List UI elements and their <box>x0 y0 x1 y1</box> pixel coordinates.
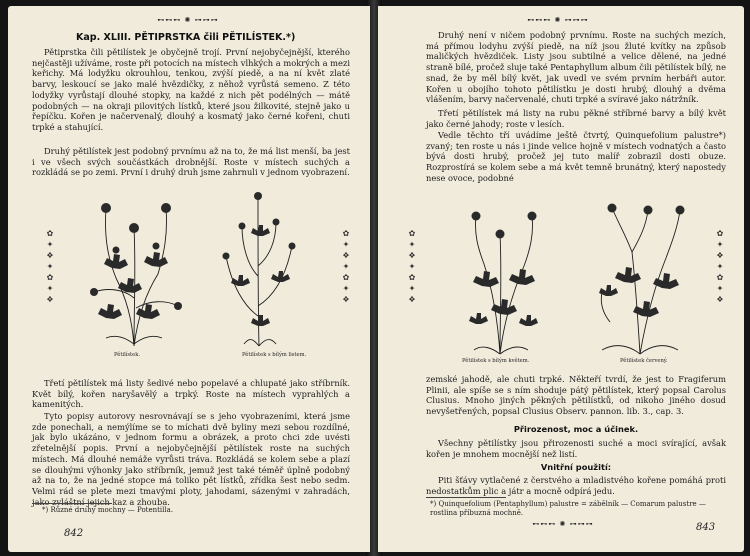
margin-ornament-inner: ✿ ✦ ❖ ✦ ✿ ✦ ❖ <box>408 229 416 304</box>
left-page <box>8 6 370 552</box>
usage-heading: Vnitřní použití: <box>540 462 612 472</box>
paragraph-1: Pětiprstka čili pětilístek je obyčejně trojí. První nejobyčejnější, kterého nejčastěji užíváme, roste při potocích na místech vlhkých a mokrých a mezi keřichy. Má lodyžku okrouhlou, tenkou, zvýší piedě, a na ní květ zlaté barvy, leskoucí se jako malé hvězdičky, z něhož vyrůstá semeno. Z této lodyžky vyrůstají dlouhé stopky, na každé z nich pět podélných — mátě podobných — na okraji pilovitých lístků, které jsou žilkovité, stejně jako u řepíčku. Kořen je načervenalý, dlouhý a kosmatý jako černé kořeni, chuti trpké a stahující. <box>32 47 350 132</box>
red-cinquefoil-illustration <box>592 192 688 356</box>
footer-ornament: ⊷⊷⊷ ✺ ⊶⊶⊶ <box>532 520 594 528</box>
right-page <box>378 6 744 552</box>
white-leaved-cinquefoil-illustration <box>214 186 304 348</box>
footnote: *) Různé druhy mochny — Potentilla. <box>42 506 174 514</box>
header-ornament: ⊷⊷⊷ ✺ ⊶⊶⊶ <box>157 16 219 24</box>
page-number: 842 <box>64 528 84 539</box>
white-flowered-cinquefoil-illustration <box>454 204 546 356</box>
caption-red: Pětilístek červený. <box>620 358 668 364</box>
section-heading: Přirozenost, moc a účinek. <box>513 424 639 434</box>
caption-white-flowered: Pětilístek s bílým květem. <box>462 358 530 364</box>
paragraph-2: Třetí pětilístek má listy na rubu pěkné stříbrné barvy a bílý květ jako černé jahody; roste v lesích. <box>426 108 726 129</box>
footnote: *) Quinquefolium (Pentaphyllum) palustre = zábělník — Comarum palustre — rostlina příbuzná mochně. <box>430 500 706 517</box>
caption-cinquefoil: Pětilístek. <box>114 352 140 358</box>
paragraph-3: Vedle těchto tří uvádíme ještě čtvrtý, Quinquefolium palustre*) zvaný; ten roste u nás i jinde velice hojně v místech vodnatých a často bývá dosti hrubý, pročež jej tuto malíř zobrazil dosti obuze. Rozprostírá se kolem sebe a má květ temně brunátný, který napostedy nese ovoce, podobné <box>426 130 726 183</box>
caption-white-leaved: Pětilístek s bílým listem. <box>242 352 307 358</box>
paragraph-6: Piti šťávy vytlačené z čerstvého a mladistvého kořene pomáhá proti nedostatkům plic a játr a mocně odpírá jedu. <box>426 475 726 496</box>
footnote-rule <box>32 503 112 504</box>
header-ornament: ⊷⊷⊷ ✺ ⊶⊶⊶ <box>527 16 589 24</box>
margin-ornament-right: ✿ ✦ ❖ ✦ ✿ ✦ ❖ <box>716 229 724 304</box>
paragraph-3: Třetí pětilístek má listy šedivé nebo popelavé a chlupaté jako stříbrník. Květ bílý, kořen naryšavělý a trpký. Roste na místech vyprahlých a kamenitých. <box>32 378 350 410</box>
paragraph-2: Druhý pětilístek jest podobný prvnímu až na to, že má list menší, ba jest i ve všech svých součástkách drobnější. Roste v místech suchých a rozkládá se po zemi. První i druhý druh jsme zahrnuli v jednom vyobrazení. <box>32 146 350 178</box>
margin-ornament-left: ✿ ✦ ❖ ✦ ✿ ✦ ❖ <box>46 229 54 304</box>
footnote-rule <box>426 497 506 498</box>
margin-ornament-inner: ✿ ✦ ❖ ✦ ✿ ✦ ❖ <box>342 229 350 304</box>
paragraph-5: Všechny pětilístky jsou přirozenosti suché a moci svírající, avšak kořen je mnohem mocnější než listí. <box>426 438 726 459</box>
paragraph-4: Tyto popisy autorovy nesrovnávají se s jeho vyobrazeními, která jsme zde ponechali, a nemýlíme se to míchati dvě byliny mezi sebou rozdílné, jak bylo ukázáno, v jednom formu a obrázek, a proto chci zde uvésti zřetelnější popis. První a nejobyčejnější pětilístek roste na suchých místech. Má dlouhé nemáže vyrůsti tráva. Rozkládá se kolem sebe a plazí se dlouhými výhonky jako stříbrník, jemuž jest také téměř úplně podobný až na to, že na jedné stopce má toliko pět lístků, zřídka šest nebo sedm. Velmi rád se plete mezi tmavými ploty, jahodami, sázenými v zahradách, jako zvláštní jejich kaz a zhouba. <box>32 411 350 507</box>
page-number: 843 <box>696 522 716 533</box>
cinquefoil-illustration <box>86 188 182 348</box>
chapter-title: Kap. XLIII. PĚTIPRSTKA čili PĚTILÍSTEK.*) <box>76 32 296 43</box>
paragraph-1: Druhý není v ničem podobný prvnímu. Roste na suchých mezích, má přímou lodyhu zvýší piedě, na níž jsou žluté kvítky na způsob maličkých hvězdiček. Listy jsou subtilné a velice dělené, na jedné straně bílé, pročež sluje také Pentaphyllum album čili pětilístek bílý, ne snad, že by měl bílý květ, jak uvedl ve svém prvním herbáři autor. Kořen u obojího tohoto pětilístku je dosti hrubý, dlouhý a dvěma vlášením, barvy načervenalé, chuti trpké a svíravé jako nátržník. <box>426 30 726 105</box>
paragraph-4: zemské jahodě, ale chuti trpké. Někteří tvrdí, že jest to Fragiferum Plinii, ale spíše se s ním shoduje pátý pětilístek, který popsal Carolus Clusius. Mnoho jiných pěkných pětilístků, od nikoho jiného dosud nevyšetřených, popsal Clusius Observ. pannon. lib. 3., cap. 3. <box>426 374 726 417</box>
